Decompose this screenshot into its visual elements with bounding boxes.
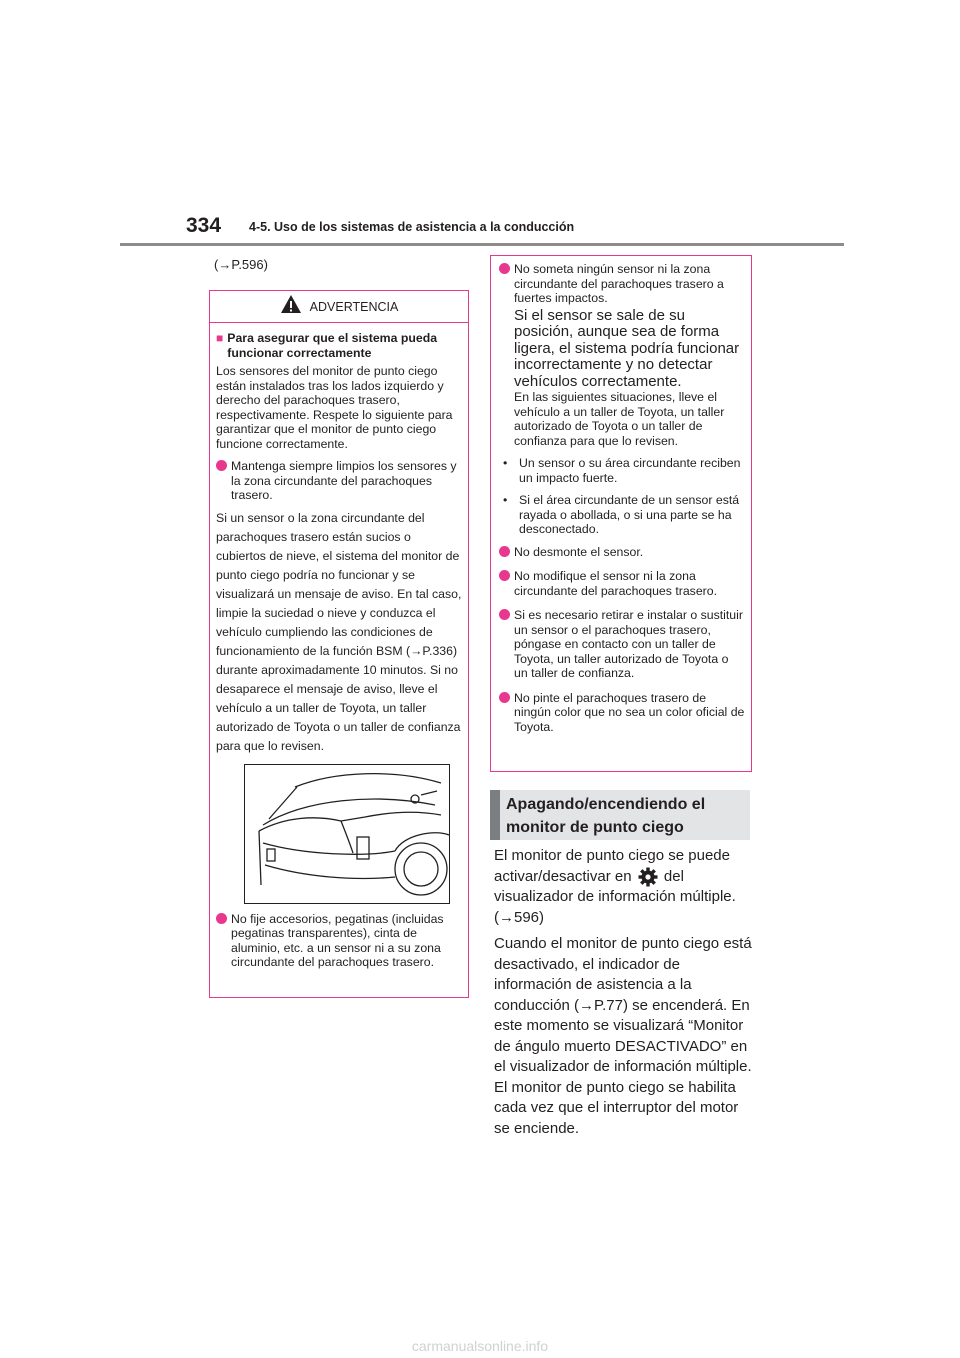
small-bullet-icon: • [503,493,508,507]
bullet-dot-icon [216,913,227,924]
warning-header [210,291,468,323]
bullet-dot-icon [499,609,510,620]
caution-bullet: Si es necesario retirar e instalar o sustituir un sensor o el parachoques trasero, póngase en contacto con un taller de Toyota, un taller autorizado de Toyota o un taller de confianza. [499,608,745,681]
section-title-line-2: monitor de punto ciego [506,819,684,836]
section-title-line-1: Apagando/encendiendo el [506,796,706,813]
caution-sub-bullet: • Un sensor o su área circundante reciben un impacto fuerte. [503,456,741,485]
warning-box [209,290,469,998]
bullet-dot-icon [499,263,510,274]
body-text-part: del visualizador de información múltiple. (→596) [494,867,736,926]
caution-large-text: Si el sensor se sale de su posición, aunque sea de forma ligera, el sistema podría funcionar incorrectamente y no detectar vehículos correctamente. [514,306,740,390]
section-body [494,846,754,1139]
watermark: carmanualsonline.info [411,1338,549,1354]
section-heading-bar [490,790,500,840]
header-rule [120,243,844,246]
caution-bullet: No modifique el sensor ni la zona circundante del parachoques trasero. [499,569,745,598]
small-bullet-icon: • [503,456,508,470]
caution-sub-bullet: • Si el área circundante de un sensor está rayada o abollada, o si una parte se ha desconectado. [503,493,740,536]
warning-bullet: Mantenga siempre limpios los sensores y la zona circundante del parachoques trasero. [216,459,462,503]
car-rear-illustration [244,764,450,904]
section-heading [490,790,750,840]
caution-bullet: No desmonte el sensor. [499,545,745,560]
bullet-dot-icon [499,570,510,581]
warning-heading: ■ Para asegurar que el sistema pueda funcionar correctamente [216,331,438,360]
page-reference: (→P.596) [214,257,268,272]
caution-bullet: No pinte el parachoques trasero de ningún color que no sea un color oficial de Toyota. [499,691,745,735]
bullet-dot-icon [499,546,510,557]
gear-settings-icon [638,867,658,887]
page-number: 334 [186,214,222,237]
bullet-dot-icon [216,460,227,471]
warning-bullet: No fije accesorios, pegatinas (incluidas pegatinas transparentes), cinta de aluminio, etc. a un sensor ni a su zona circundante del parachoques trasero. [216,912,462,970]
warning-intro: Los sensores del monitor de punto ciego están instalados tras los lados izquierdo y derecho del parachoques trasero, respectivamente. Respete lo siguiente para garantizar que el monitor de punto ciego funcione correctamente. [216,364,453,451]
square-bullet-icon: ■ [216,331,224,345]
warning-triangle-icon [280,294,302,319]
warning-paragraph: Si un sensor o la zona circundante del parachoques trasero están sucios o cubiertos de nieve, el sistema del monitor de punto ciego podría no funcionar y se visualizará un mensaje de aviso. En tal caso, limpie la suciedad o nieve y conduzca el vehículo cumpliendo las condiciones de funcionamiento de la función BSM (→P.336) durante aproximadamente 10 minutos. Si no desaparece el mensaje de aviso, lleve el vehículo a un taller de Toyota, un taller autorizado de Toyota o un taller de confianza para que lo revisen. [216,510,462,753]
caution-bullet: No someta ningún sensor ni la zona circundante del parachoques trasero a fuertes impactos. [499,262,745,306]
chapter-title: 4-5. Uso de los sistemas de asistencia a la conducción [249,220,575,234]
caution-box-continued [490,255,752,772]
body-paragraph: Cuando el monitor de punto ciego está desactivado, el indicador de información de asistencia a la conducción (→P.77) se encenderá. En este momento se visualizará “Monitor de ángulo muerto DESACTIVADO” en el visualizador de información múltiple. El monitor de punto ciego se habilita cada vez que el interruptor del motor se enciende. [494,935,752,1137]
bullet-dot-icon [499,692,510,703]
body-text-part: El monitor de punto ciego se puede activar/desactivar en [494,847,730,885]
caution-paragraph: En las siguientes situaciones, lleve el vehículo a un taller de Toyota, un taller autorizado de Toyota o un taller de confianza para que lo revisen. [514,390,725,448]
warning-title: ADVERTENCIA [309,299,399,314]
